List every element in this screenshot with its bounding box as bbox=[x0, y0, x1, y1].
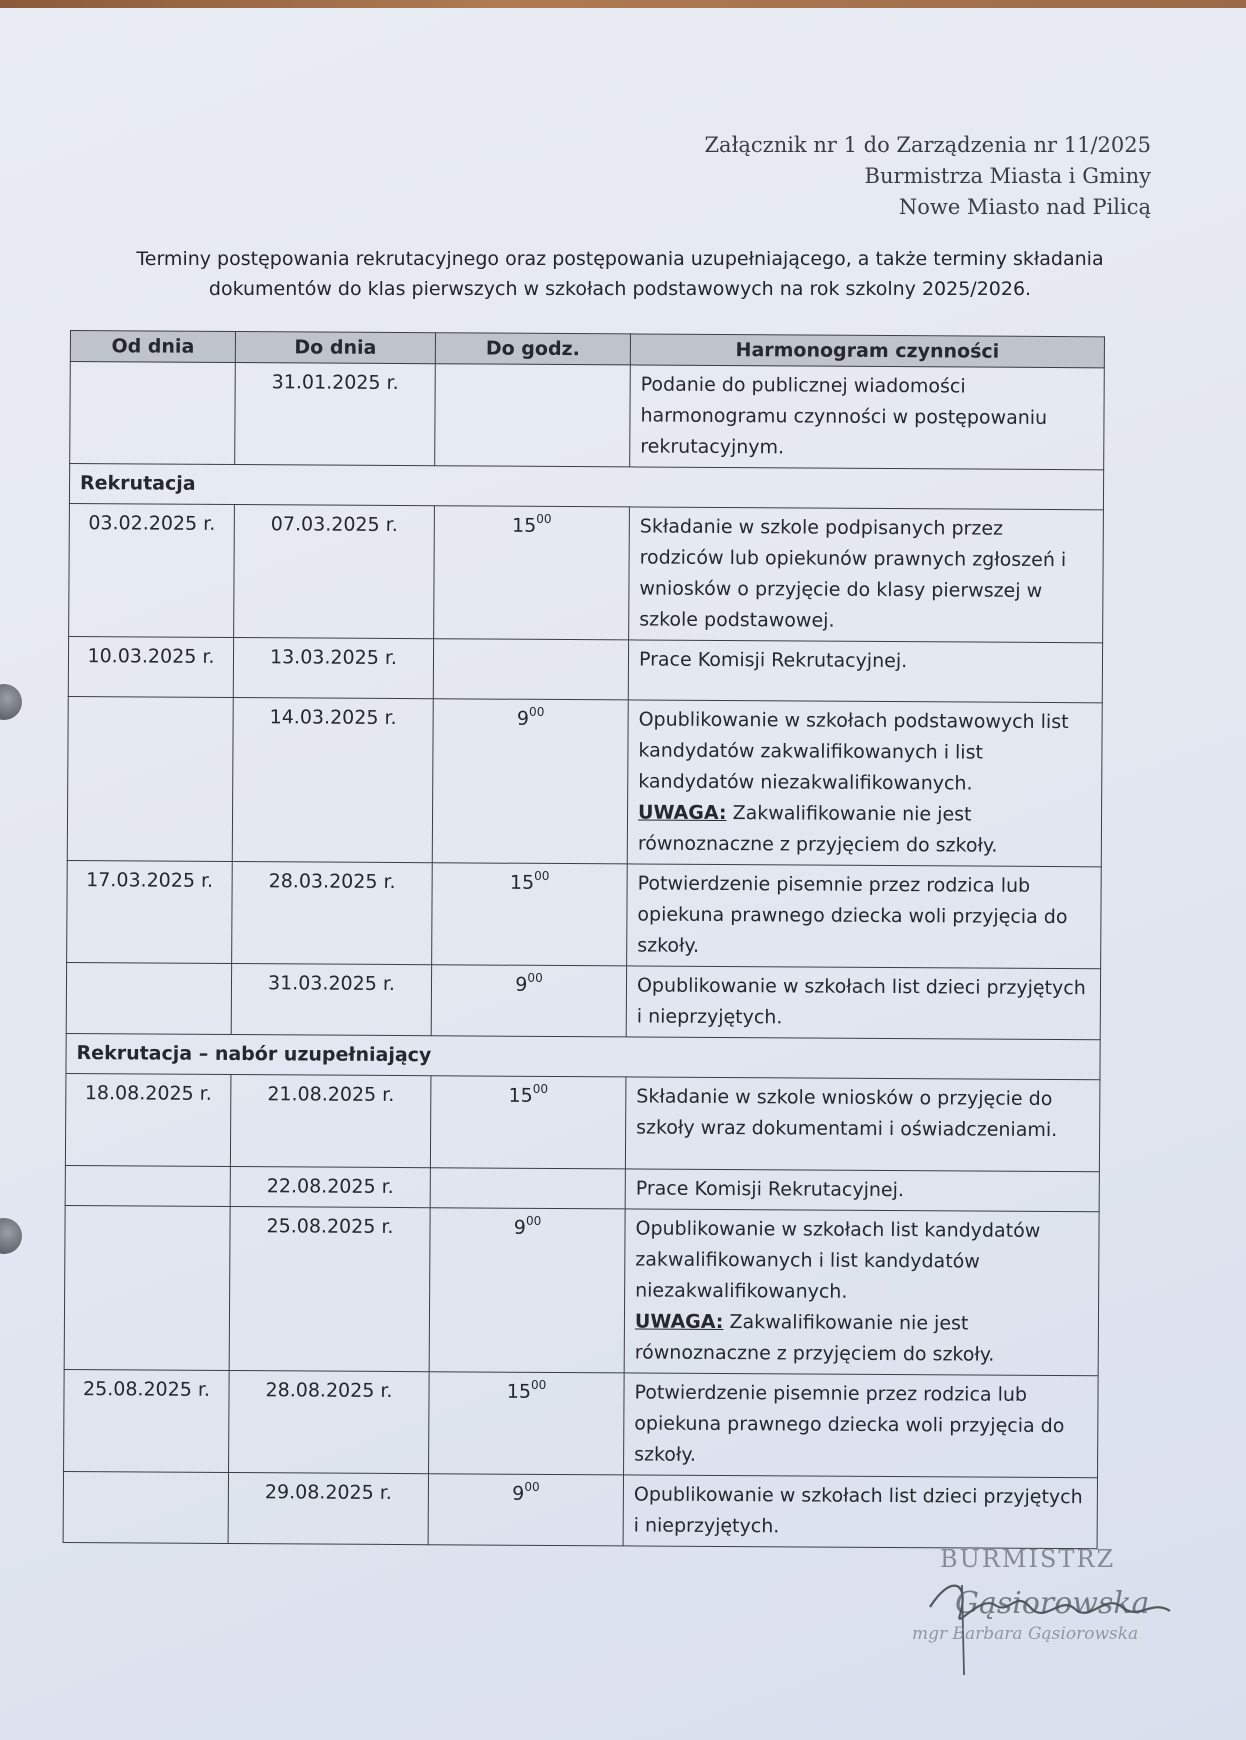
from-date: 17.03.2025 r. bbox=[67, 860, 233, 963]
header-to-date: Do dnia bbox=[235, 332, 435, 364]
until-hour bbox=[432, 699, 628, 864]
to-date: 13.03.2025 r. bbox=[233, 638, 433, 699]
until-hour bbox=[433, 639, 628, 700]
from-date bbox=[70, 362, 236, 465]
from-date: 10.03.2025 r. bbox=[68, 636, 233, 697]
uwaga-note: Zakwalifikowanie nie jest równoznaczne z przyjęciem do szkoły. bbox=[634, 1311, 995, 1366]
from-date bbox=[64, 1205, 230, 1370]
activity: Podanie do publicznej wiadomości harmonogramu czynności w postępowaniu rekrutacyjnym. bbox=[630, 365, 1105, 470]
to-date: 28.08.2025 r. bbox=[229, 1370, 430, 1473]
until-hour bbox=[431, 965, 626, 1037]
activity: Składanie w szkole podpisanych przez rodziców lub opiekunów prawnych zgłoszeń i wniosków o przyjęcie do klasy pierwszej w szkole podstawowej. bbox=[629, 507, 1104, 643]
activity bbox=[624, 1209, 1099, 1376]
to-date: 14.03.2025 r. bbox=[232, 698, 433, 863]
punch-hole-bottom bbox=[0, 1218, 22, 1254]
schedule-table bbox=[63, 330, 1105, 1549]
section-row bbox=[69, 464, 1103, 510]
table-row bbox=[67, 696, 1102, 866]
hour: 9 bbox=[516, 707, 530, 730]
to-date: 22.08.2025 r. bbox=[230, 1166, 430, 1207]
punch-hole-top bbox=[0, 684, 22, 720]
activity: Potwierdzenie pisemnie przez rodzica lub opiekuna prawnego dziecka woli przyjęcia do szkoły. bbox=[624, 1373, 1099, 1478]
activity-text: Opublikowanie w szkołach list kandydatów zakwalifikowanych i list kandydatów niezakwalifikowanych. bbox=[635, 1217, 1041, 1303]
uwaga-label: UWAGA: bbox=[637, 801, 727, 825]
activity: Prace Komisji Rekrutacyjnej. bbox=[628, 640, 1102, 703]
until-hour bbox=[434, 506, 630, 640]
minutes: 00 bbox=[532, 1081, 549, 1096]
table-row bbox=[69, 503, 1104, 642]
mayor-stamp-signature bbox=[900, 1535, 1200, 1685]
until-hour bbox=[435, 364, 631, 467]
hour: 15 bbox=[509, 871, 535, 894]
table-row bbox=[67, 860, 1102, 968]
from-date bbox=[65, 1165, 230, 1206]
stamp-title: BURMISTRZ bbox=[940, 1545, 1116, 1573]
to-date: 21.08.2025 r. bbox=[230, 1074, 431, 1167]
hour: 9 bbox=[513, 1216, 526, 1239]
header-line-2: Burmistrza Miasta i Gminy bbox=[864, 164, 1151, 188]
minutes: 00 bbox=[527, 970, 543, 985]
document-title bbox=[100, 244, 1140, 304]
until-hour bbox=[430, 1076, 626, 1169]
hour: 9 bbox=[512, 1482, 525, 1505]
hour: 15 bbox=[512, 514, 537, 537]
table-row bbox=[66, 962, 1100, 1039]
until-hour bbox=[429, 1372, 625, 1475]
section-title-recruitment: Rekrutacja bbox=[69, 464, 1103, 510]
from-date bbox=[66, 962, 231, 1034]
from-date bbox=[67, 696, 233, 861]
table-row bbox=[64, 1369, 1099, 1477]
activity: Potwierdzenie pisemnie przez rodzica lub opiekuna prawnego dziecka woli przyjęcia do szkoły. bbox=[627, 864, 1102, 969]
minutes: 00 bbox=[529, 704, 545, 719]
to-date: 07.03.2025 r. bbox=[234, 505, 435, 639]
minutes: 00 bbox=[530, 1377, 547, 1392]
title-line-1: Terminy postępowania rekrutacyjnego oraz postępowania uzupełniającego, a także terminy składania bbox=[136, 248, 1104, 270]
until-hour bbox=[429, 1208, 625, 1373]
table-row bbox=[70, 362, 1105, 470]
minutes: 00 bbox=[524, 1479, 540, 1494]
section-title-supplementary: Rekrutacja – nabór uzupełniający bbox=[66, 1033, 1100, 1079]
activity bbox=[627, 700, 1102, 867]
to-date: 31.03.2025 r. bbox=[231, 963, 431, 1035]
uwaga-note: Zakwalifikowanie nie jest równoznaczne z przyjęciem do szkoły. bbox=[637, 802, 998, 857]
table-row bbox=[64, 1205, 1099, 1375]
attachment-header bbox=[631, 130, 1151, 223]
header-from-date: Od dnia bbox=[70, 331, 235, 363]
until-hour bbox=[428, 1474, 623, 1546]
uwaga-label: UWAGA: bbox=[634, 1310, 724, 1334]
activity: Opublikowanie w szkołach list dzieci przyjętych i nieprzyjętych. bbox=[623, 1475, 1097, 1549]
stamp-name: mgr Barbara Gąsiorowska bbox=[912, 1624, 1139, 1644]
hour: 15 bbox=[508, 1084, 533, 1107]
activity: Składanie w szkole wniosków o przyjęcie do szkoły wraz dokumentami i oświadczeniami. bbox=[625, 1077, 1100, 1172]
from-date: 03.02.2025 r. bbox=[69, 503, 235, 637]
to-date: 31.01.2025 r. bbox=[235, 363, 436, 466]
from-date: 18.08.2025 r. bbox=[65, 1073, 231, 1166]
from-date: 25.08.2025 r. bbox=[64, 1369, 230, 1472]
table-row bbox=[65, 1073, 1100, 1171]
hour: 15 bbox=[506, 1380, 532, 1403]
header-activity: Harmonogram czynności bbox=[630, 334, 1104, 368]
minutes: 00 bbox=[525, 1213, 542, 1228]
hour: 9 bbox=[515, 973, 528, 996]
desk-edge bbox=[0, 0, 1246, 8]
table-row bbox=[68, 636, 1102, 702]
from-date bbox=[63, 1471, 228, 1543]
until-hour bbox=[432, 863, 628, 966]
to-date: 29.08.2025 r. bbox=[228, 1472, 428, 1544]
minutes: 00 bbox=[534, 868, 550, 883]
until-hour bbox=[430, 1168, 625, 1209]
header-until-hour: Do godz. bbox=[435, 333, 630, 365]
to-date: 28.03.2025 r. bbox=[232, 862, 433, 965]
signature-text: Gąsiorowska bbox=[955, 1586, 1150, 1621]
header-line-1: Załącznik nr 1 do Zarządzenia nr 11/2025 bbox=[704, 133, 1151, 157]
to-date: 25.08.2025 r. bbox=[229, 1206, 430, 1371]
title-line-2: dokumentów do klas pierwszych w szkołach podstawowych na rok szkolny 2025/2026. bbox=[208, 278, 1032, 300]
minutes: 00 bbox=[536, 511, 552, 526]
header-line-3: Nowe Miasto nad Pilicą bbox=[898, 195, 1151, 219]
section-row bbox=[66, 1033, 1100, 1079]
activity: Opublikowanie w szkołach list dzieci przyjętych i nieprzyjętych. bbox=[626, 966, 1100, 1040]
activity: Prace Komisji Rekrutacyjnej. bbox=[625, 1169, 1099, 1212]
activity-text: Opublikowanie w szkołach podstawowych list kandydatów zakwalifikowanych i list kandydatów niezakwalifikowanych. bbox=[638, 708, 1069, 795]
table-row bbox=[65, 1165, 1099, 1211]
